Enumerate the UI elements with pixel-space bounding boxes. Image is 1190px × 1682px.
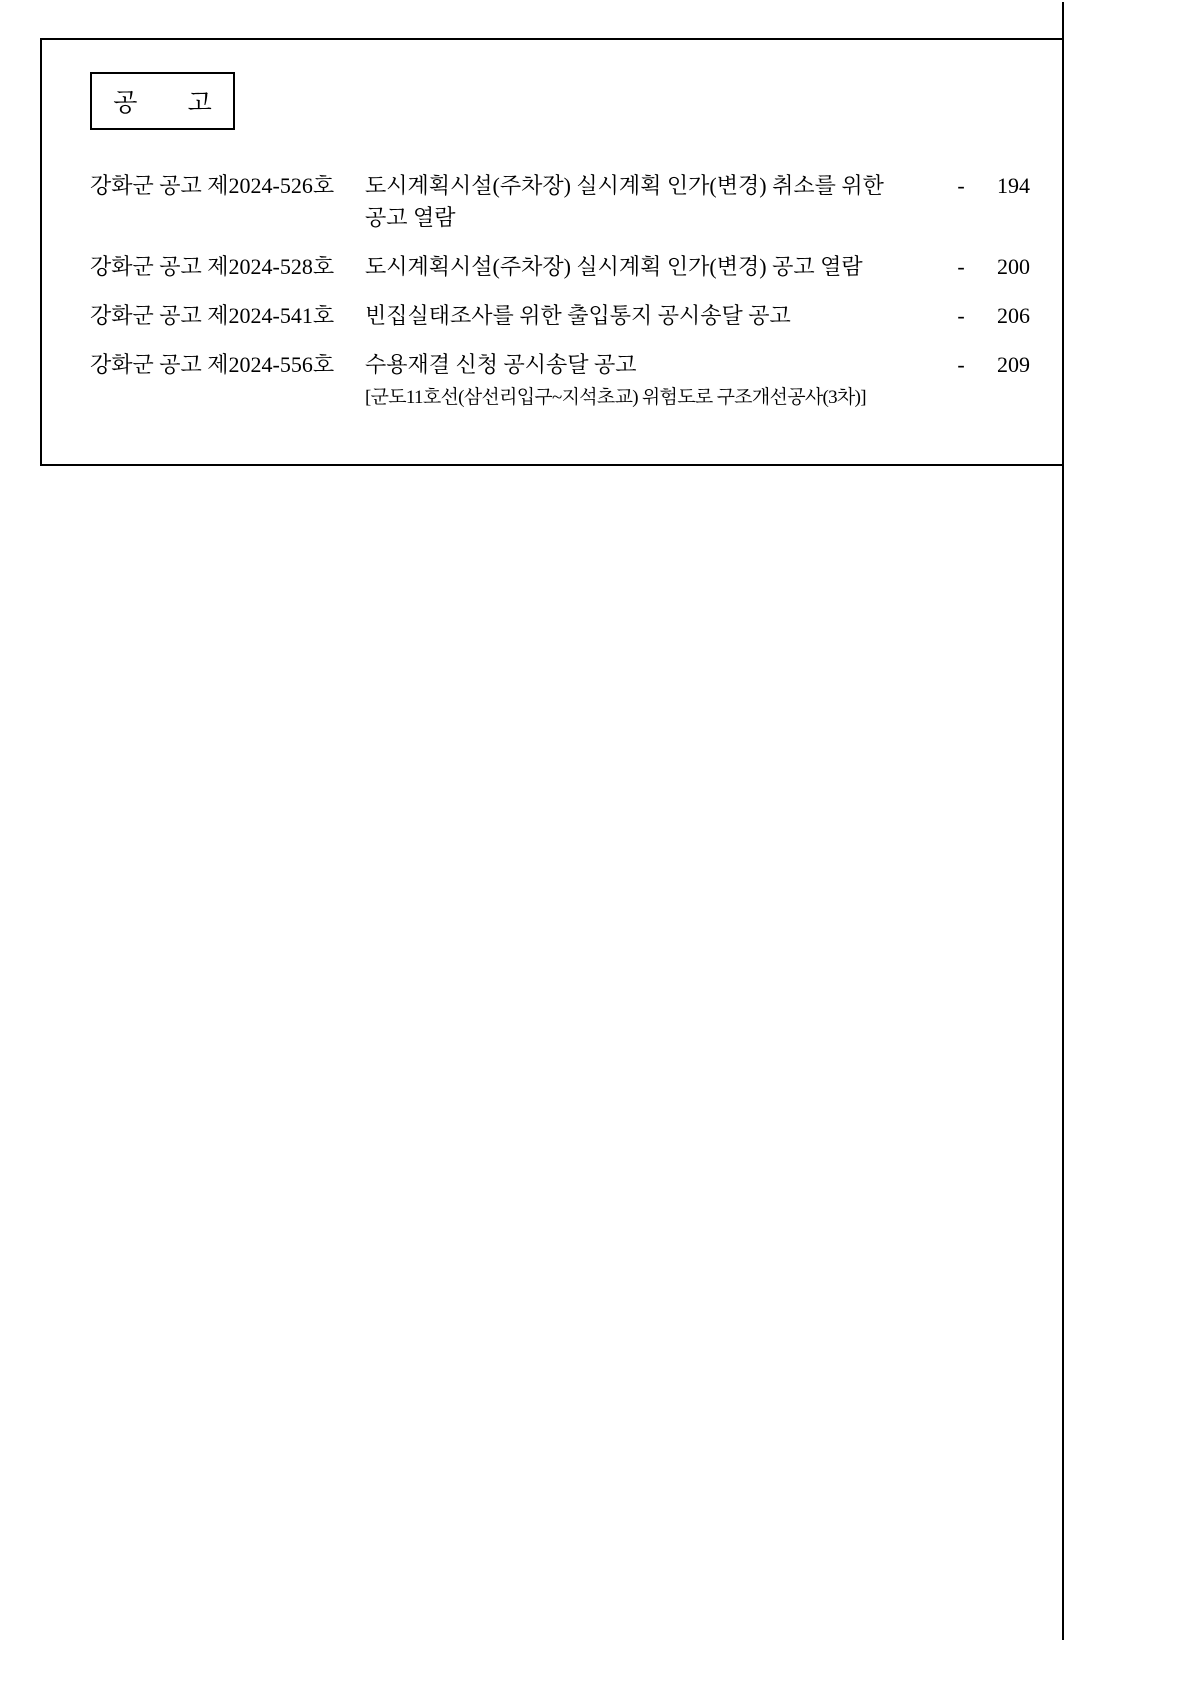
toc-entry-subtitle: [군도11호선(삼선리입구~지석초교) 위험도로 구조개선공사(3차)] bbox=[365, 387, 866, 409]
toc-entry[interactable] bbox=[90, 251, 1030, 283]
toc-entry-number: 강화군 공고 제2024-528호 bbox=[90, 253, 335, 279]
toc-entry-page: 206 bbox=[997, 302, 1030, 328]
toc-entry-dash: - bbox=[957, 351, 965, 377]
toc-entry-title-line2: 공고 열람 bbox=[365, 204, 456, 230]
toc-entry-number: 강화군 공고 제2024-526호 bbox=[90, 173, 335, 198]
toc-entry-title-group bbox=[365, 251, 944, 283]
toc-entry-title: 수용재결 신청 공시송달 공고 bbox=[365, 351, 637, 377]
toc-entry[interactable] bbox=[90, 349, 1030, 413]
table-of-contents bbox=[90, 170, 1030, 430]
toc-entry-number: 강화군 공고 제2024-541호 bbox=[90, 302, 335, 328]
section-heading-label: 공 고 bbox=[113, 90, 234, 117]
toc-entry-dash: - bbox=[957, 173, 965, 198]
toc-entry-page: 200 bbox=[997, 253, 1030, 279]
toc-entry-dash: - bbox=[957, 253, 965, 279]
toc-entry-title: 빈집실태조사를 위한 출입통지 공시송달 공고 bbox=[365, 302, 791, 328]
section-heading-box bbox=[90, 72, 235, 130]
toc-entry-title-group bbox=[365, 170, 944, 234]
toc-entry-page: 209 bbox=[997, 351, 1030, 377]
toc-entry-dash: - bbox=[957, 302, 965, 328]
toc-entry-number: 강화군 공고 제2024-556호 bbox=[90, 351, 335, 377]
toc-entry[interactable] bbox=[90, 170, 1030, 234]
toc-entry[interactable] bbox=[90, 300, 1030, 332]
document-frame bbox=[40, 38, 1062, 466]
toc-entry-title: 도시계획시설(주차장) 실시계획 인가(변경) 취소를 위한 bbox=[365, 173, 884, 198]
toc-entry-title-group bbox=[365, 300, 944, 332]
toc-entry-title-group bbox=[365, 349, 944, 413]
toc-entry-page: 194 bbox=[997, 173, 1030, 198]
toc-entry-title: 도시계획시설(주차장) 실시계획 인가(변경) 공고 열람 bbox=[365, 253, 863, 279]
